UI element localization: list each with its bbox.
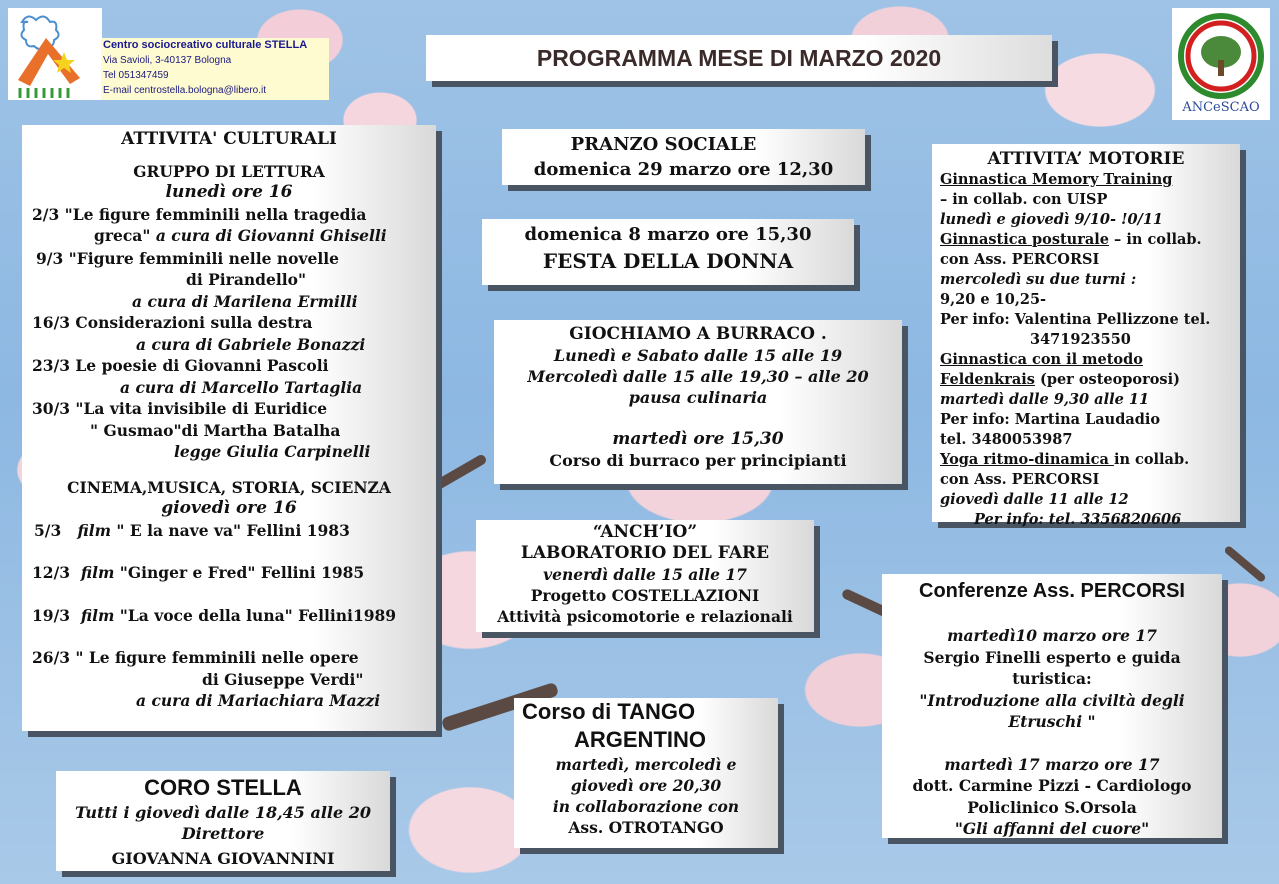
reading-item-3-curator: a cura di Gabriele Bonazzi — [136, 334, 366, 354]
cinema-item-1 — [22, 520, 436, 542]
ancescao-logo — [1172, 8, 1270, 120]
cinema-item-3-film: film — [80, 605, 115, 625]
conference-1-line-4: Etruschi " — [1008, 712, 1096, 731]
motor-item-2 — [940, 230, 1240, 250]
reading-item-5-reader: legge Giulia Carpinelli — [174, 442, 371, 461]
conference-1-line-2: turistica: — [1012, 669, 1092, 688]
reading-item-5-cont: " Gusmao"di Martha Batalha — [90, 420, 341, 440]
ancescao-logo-text: ANCeSCAO — [1182, 100, 1260, 115]
cinema-item-2-film: film — [80, 563, 115, 582]
choir-role: Direttore — [181, 824, 265, 843]
cinema-item-4-cont: di Giuseppe Verdi" — [202, 669, 364, 689]
motor-item-2-when1: mercoledì su due turni : — [940, 271, 1137, 288]
reading-item-4-curator: a cura di Marcello Tartaglia — [120, 377, 363, 397]
motor-item-3 — [940, 370, 1240, 390]
motor-item-2-title: Ginnastica posturale — [940, 231, 1109, 248]
motor-item-1-title: Ginnastica Memory Training — [940, 171, 1173, 188]
conferences-heading: Conferenze Ass. PERCORSI — [919, 580, 1185, 602]
motor-item-3-title2: Feldenkrais — [940, 371, 1035, 388]
org-email[interactable]: E-mail centrostella.bologna@libero.it — [103, 85, 267, 96]
motor-item-4-title: Yoga ritmo-dinamica — [940, 451, 1114, 468]
org-name: Centro sociocreativo culturale STELLA — [103, 39, 308, 51]
motor-item-3-title1: Ginnastica con il metodo — [940, 351, 1143, 368]
page-title: PROGRAMMA MESE DI MARZO 2020 — [426, 35, 1052, 81]
motor-item-4 — [940, 450, 1240, 470]
reading-item-1: 2/3 "Le figure femminili nella tragedia — [32, 204, 367, 224]
anchio-line-1: Progetto COSTELLAZIONI — [530, 586, 760, 605]
cultural-heading: ATTIVITA' CULTURALI — [121, 129, 337, 149]
cinema-item-4-curator: a cura di Mariachiara Mazzi — [136, 691, 381, 710]
anchio-title: “ANCH’IO” — [592, 522, 698, 542]
motor-item-4-collab2: con Ass. PERCORSI — [940, 471, 1100, 488]
burraco-line-4: martedì ore 15,30 — [612, 429, 784, 449]
motor-heading: ATTIVITA’ MOTORIE — [987, 149, 1185, 169]
reading-item-4: 23/3 Le poesie di Giovanni Pascoli — [32, 356, 329, 375]
centro-stella-logo — [8, 8, 102, 100]
reading-group-when: lunedì ore 16 — [165, 182, 293, 202]
org-address: Via Savioli, 3-40137 Bologna — [103, 55, 232, 66]
reading-item-1-title: greca" — [94, 226, 151, 245]
cinema-heading: CINEMA,MUSICA, STORIA, SCIENZA — [67, 477, 391, 497]
reading-item-3: 16/3 Considerazioni sulla destra — [32, 313, 313, 332]
motor-activities-box — [932, 144, 1240, 528]
womens-day-when: domenica 8 marzo ore 15,30 — [524, 224, 812, 245]
org-phone: Tel 051347459 — [103, 70, 169, 81]
tango-box — [514, 698, 778, 848]
cinema-item-2-title: "Ginger e Fred" Fellini 1985 — [114, 563, 365, 582]
motor-item-3-tel: tel. 3480053987 — [940, 431, 1073, 448]
tango-line-3: in collaborazione con — [552, 797, 740, 816]
reading-item-2: 9/3 "Figure femminili nelle novelle — [36, 248, 339, 268]
branch-decoration — [1223, 545, 1266, 583]
social-lunch-title: PRANZO SOCIALE — [570, 134, 757, 155]
anchio-subtitle: LABORATORIO DEL FARE — [520, 543, 770, 563]
motor-item-4-info: Per info: tel. 3356820606 — [974, 511, 1182, 528]
motor-item-2-info: Per info: Valentina Pellizzone tel. — [940, 311, 1211, 328]
reading-item-5: 30/3 "La vita invisibile di Euridice — [32, 399, 328, 418]
conference-2-line-1: dott. Carmine Pizzi - Cardiologo — [912, 776, 1192, 795]
cinema-item-2 — [22, 562, 436, 584]
motor-item-4-collab: in collab. — [1113, 451, 1190, 468]
motor-item-3-note: (per osteoporosi) — [1034, 371, 1180, 388]
burraco-title: GIOCHIAMO A BURRACO . — [569, 324, 827, 344]
motor-item-2-collab: – in collab. — [1109, 231, 1202, 248]
choir-director: GIOVANNA GIOVANNINI — [111, 849, 335, 868]
cultural-activities-box — [22, 125, 436, 731]
conference-2-line-3: "Gli affanni del cuore" — [954, 819, 1150, 838]
reading-item-2-curator: a cura di Marilena Ermilli — [132, 291, 358, 311]
motor-item-2-collab2: con Ass. PERCORSI — [940, 251, 1100, 268]
cinema-when: giovedì ore 16 — [161, 498, 297, 518]
tango-title-2: ARGENTINO — [574, 727, 706, 752]
choir-when: Tutti i giovedì dalle 18,45 alle 20 — [74, 803, 372, 822]
cinema-item-1-title: E la nave va" Fellini 1983 — [124, 520, 350, 540]
tango-line-2: giovedì ore 20,30 — [570, 776, 722, 795]
cinema-item-1-date: 5/3 — [34, 520, 62, 540]
tango-title-1: Corso di TANGO — [522, 699, 696, 724]
anchio-when: venerdì dalle 15 alle 17 — [543, 565, 747, 584]
conference-2-line-2: Policlinico S.Orsola — [967, 797, 1137, 817]
choir-title: CORO STELLA — [144, 775, 302, 800]
reading-item-2-cont: di Pirandello" — [186, 270, 307, 289]
motor-item-2-when2: 9,20 e 10,25- — [940, 291, 1047, 308]
womens-day-title: FESTA DELLA DONNA — [542, 249, 794, 273]
burraco-line-2: Mercoledì dalle 15 alle 19,30 – alle 20 — [527, 367, 869, 386]
burraco-box — [494, 320, 902, 484]
header-contact-info — [101, 38, 329, 100]
social-lunch-when: domenica 29 marzo ore 12,30 — [533, 159, 834, 180]
cinema-item-1-film: film " — [77, 520, 125, 540]
reading-group-heading: GRUPPO DI LETTURA — [133, 161, 325, 181]
motor-item-2-tel: 3471923550 — [1030, 331, 1131, 348]
motor-item-1-when: lunedì e giovedì 9/10- !0/11 — [940, 211, 1164, 228]
cinema-item-4: 26/3 " Le figure femminili nelle opere — [32, 648, 359, 667]
motor-item-3-when: martedì dalle 9,30 alle 11 — [940, 391, 1150, 408]
social-lunch-box — [502, 129, 865, 185]
tango-line-4: Ass. OTROTANGO — [568, 818, 724, 837]
conference-1-line-1: Sergio Finelli esperto e guida — [923, 647, 1181, 667]
conference-2-when: martedì 17 marzo ore 17 — [944, 754, 1160, 774]
cinema-item-2-date: 12/3 — [32, 563, 71, 582]
anchio-box — [476, 520, 814, 632]
cinema-item-3-date: 19/3 — [32, 605, 71, 625]
cinema-item-3 — [22, 605, 436, 627]
cinema-item-3-title: "La voce della luna" Fellini1989 — [114, 605, 397, 625]
conference-1-when: martedì10 marzo ore 17 — [947, 626, 1157, 645]
motor-item-1-collab: – in collab. con UISP — [940, 191, 1108, 208]
womens-day-box — [482, 219, 854, 285]
conference-1-line-3: "Introduzione alla civiltà degli — [919, 690, 1185, 710]
motor-item-3-info: Per info: Martina Laudadio — [940, 411, 1161, 428]
choir-box — [56, 771, 390, 871]
anchio-line-2: Attività psicomotorie e relazionali — [497, 607, 793, 626]
motor-item-4-when: giovedì dalle 11 alle 12 — [940, 491, 1129, 508]
burraco-line-3: pausa culinaria — [628, 388, 768, 407]
reading-item-1-curator: a cura di Giovanni Ghiselli — [150, 226, 387, 245]
burraco-line-5: Corso di burraco per principianti — [549, 451, 847, 470]
tango-line-1: martedì, mercoledì e — [555, 755, 737, 774]
burraco-line-1: Lunedì e Sabato dalle 15 alle 19 — [553, 346, 843, 365]
reading-item-1-cont — [22, 225, 436, 248]
conferences-box — [882, 574, 1222, 838]
